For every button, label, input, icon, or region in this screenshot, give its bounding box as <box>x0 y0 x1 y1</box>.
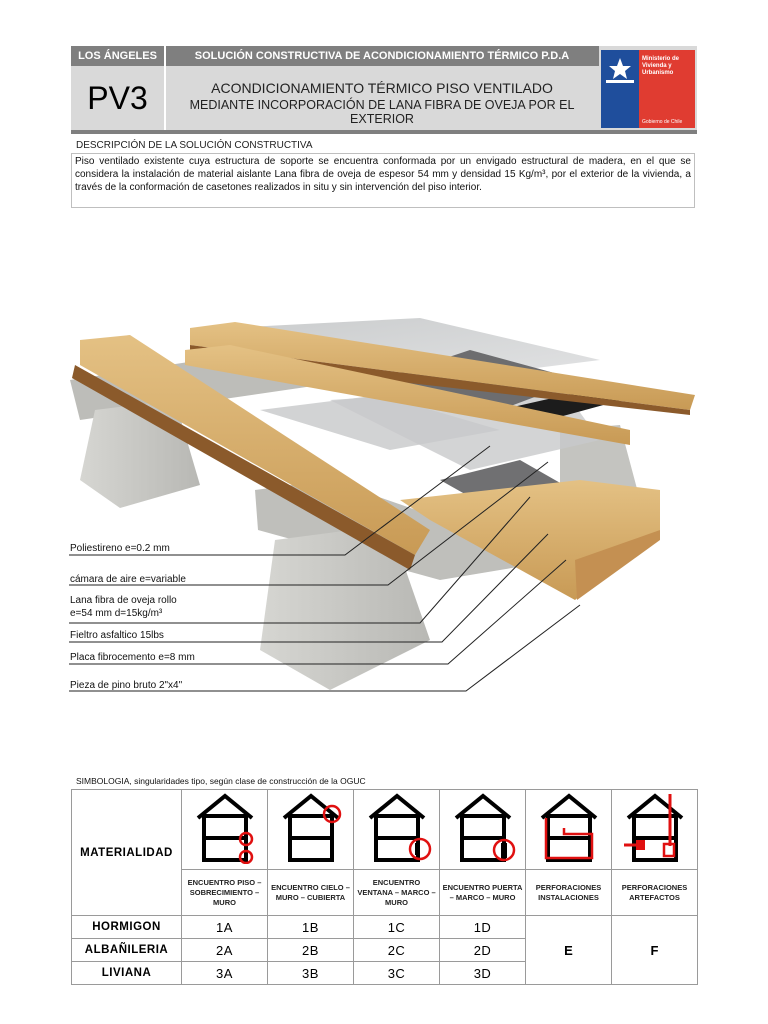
code-cell: 3C <box>354 962 440 985</box>
label-wool-2: e=54 mm d=15kg/m³ <box>70 608 163 619</box>
label-fibercement: Placa fibrocemento e=8 mm <box>70 652 195 663</box>
code-cell: 1A <box>182 916 268 939</box>
solution-code: PV3 <box>71 66 166 130</box>
icon-cell-2 <box>268 790 354 870</box>
row-name-albanileria: ALBAÑILERIA <box>72 939 182 962</box>
label-air-chamber: cámara de aire e=variable <box>70 574 186 585</box>
house-door-joint-icon <box>448 790 518 864</box>
code-cell: 3D <box>440 962 526 985</box>
description-text: Piso ventilado existente cuya estructura de soporte se encuentra conformada por un envigado estructural de madera, en el que se considera la instalación de material aislante Lana fibra de oveja de espesor 54 mm y densidad 15 Kg/m³, por el exterior de la vivienda, a través de la conformación de casetones realizados in situ y sin intervención del piso interior. <box>71 153 695 208</box>
label-felt: Fieltro asfaltico 15lbs <box>70 630 164 641</box>
column-header-2: ENCUENTRO CIELO – MURO – CUBIERTA <box>268 870 354 916</box>
label-pine: Pieza de pino bruto 2"x4" <box>70 680 183 691</box>
house-appliance-perforation-icon <box>620 790 690 864</box>
description-heading: DESCRIPCIÓN DE LA SOLUCIÓN CONSTRUCTIVA <box>76 140 313 151</box>
coat-of-arms-icon <box>604 56 636 84</box>
column-header-6: PERFORACIONES ARTEFACTOS <box>612 870 698 916</box>
label-polystyrene: Poliestireno e=0.2 mm <box>70 543 170 554</box>
ministry-name: Ministerio de Vivienda y Urbanismo <box>642 56 680 76</box>
icon-cell-1 <box>182 790 268 870</box>
title-line-2: MEDIANTE INCORPORACIÓN DE LANA FIBRA DE OVEJA POR EL EXTERIOR <box>189 98 575 126</box>
header-divider <box>71 130 697 134</box>
code-cell: 2B <box>268 939 354 962</box>
icon-cell-5 <box>526 790 612 870</box>
location-label: LOS ÁNGELES <box>71 46 166 66</box>
column-header-5: PERFORACIONES INSTALACIONES <box>526 870 612 916</box>
column-header-1: ENCUENTRO PISO – SOBRECIMIENTO – MURO <box>182 870 268 916</box>
house-window-joint-icon <box>362 790 432 864</box>
materiality-table <box>71 789 698 985</box>
column-header-3: ENCUENTRO VENTANA – MARCO – MURO <box>354 870 440 916</box>
table-row <box>72 916 698 939</box>
row-name-liviana: LIVIANA <box>72 962 182 985</box>
government-label: Gobierno de Chile <box>642 119 683 125</box>
house-ceiling-joint-icon <box>276 790 346 864</box>
solution-title: SOLUCIÓN CONSTRUCTIVA DE ACONDICIONAMIENTO TÉRMICO P.D.A <box>194 50 570 62</box>
code-cell: 2A <box>182 939 268 962</box>
row-name-hormigon: HORMIGON <box>72 916 182 939</box>
house-floor-joint-icon <box>190 790 260 864</box>
code-cell: 1C <box>354 916 440 939</box>
code-cell: 2C <box>354 939 440 962</box>
code-cell: 2D <box>440 939 526 962</box>
code-cell: 1B <box>268 916 354 939</box>
code-cell: 1D <box>440 916 526 939</box>
label-wool-1: Lana fibra de oveja rollo <box>70 595 177 606</box>
icon-cell-3 <box>354 790 440 870</box>
materialidad-header: MATERIALIDAD <box>72 790 182 916</box>
column-header-4: ENCUENTRO PUERTA – MARCO – MURO <box>440 870 526 916</box>
icon-cell-4 <box>440 790 526 870</box>
title-line-1: ACONDICIONAMIENTO TÉRMICO PISO VENTILADO <box>211 80 553 96</box>
symbology-caption: SIMBOLOGIA, singularidades tipo, según clase de construcción de la OGUC <box>76 776 366 786</box>
house-installation-perforation-icon <box>534 790 604 864</box>
icon-cell-6 <box>612 790 698 870</box>
code-cell: 3A <box>182 962 268 985</box>
code-cell-f: F <box>612 916 698 985</box>
code-cell: 3B <box>268 962 354 985</box>
code-cell-e: E <box>526 916 612 985</box>
